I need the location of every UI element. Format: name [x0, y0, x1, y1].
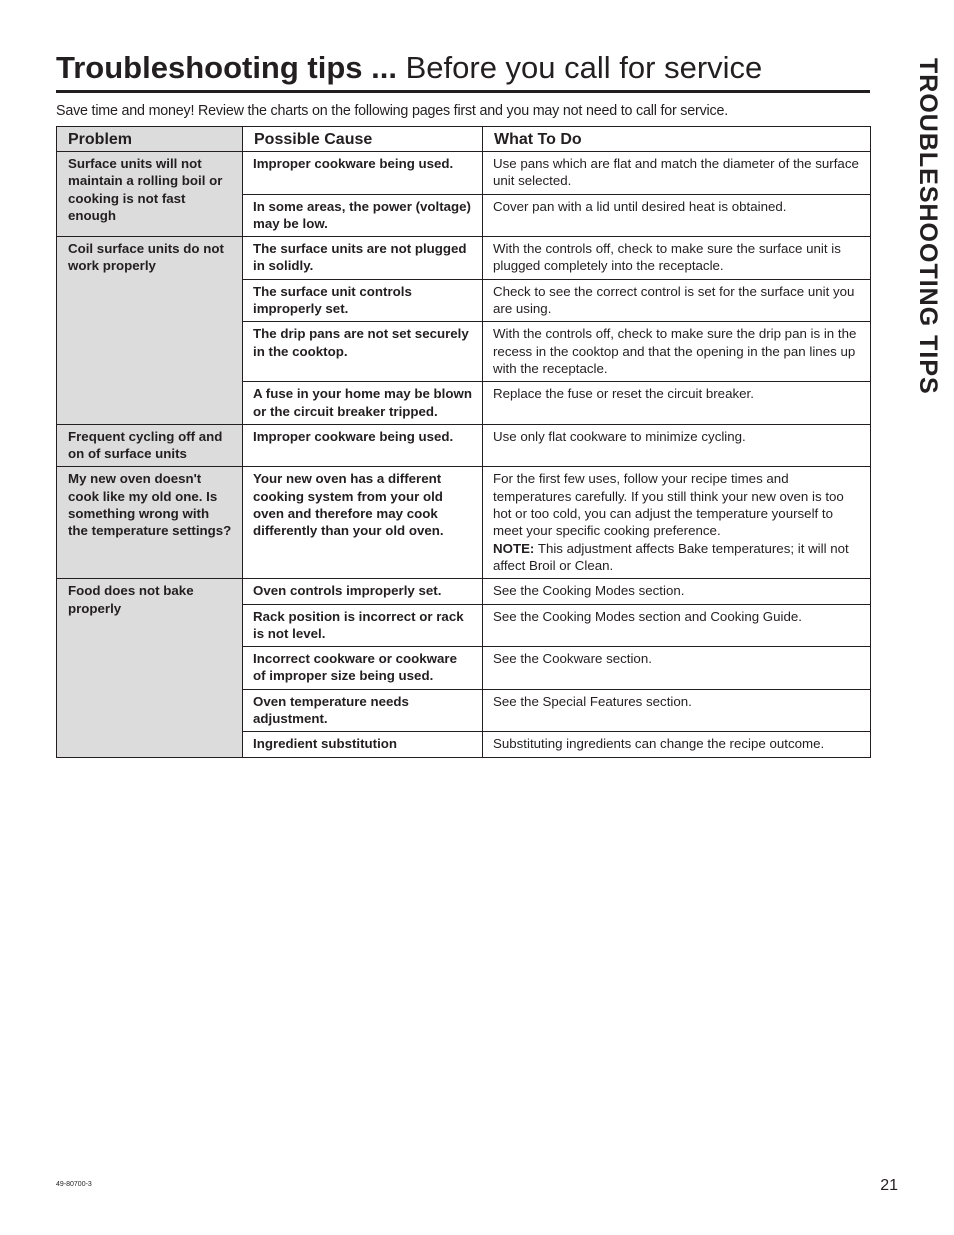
- fix-cell: See the Cooking Modes section.: [483, 579, 871, 604]
- fix-cell: With the controls off, check to make sure the surface unit is plugged completely into the receptacle.: [483, 237, 871, 280]
- fix-cell: [483, 467, 871, 579]
- cause-cell: Rack position is incorrect or rack is not level.: [243, 604, 483, 647]
- header-problem: Problem: [57, 127, 243, 152]
- cause-cell: Improper cookware being used.: [243, 424, 483, 467]
- cause-cell: Oven temperature needs adjustment.: [243, 689, 483, 732]
- fix-cell: Cover pan with a lid until desired heat is obtained.: [483, 194, 871, 237]
- fix-cell: With the controls off, check to make sure the drip pan is in the recess in the cooktop and that the opening in the pan lines up with the receptacle.: [483, 322, 871, 382]
- title-rule: [56, 90, 870, 93]
- section-sidebar-label: TROUBLESHOOTING TIPS: [914, 58, 942, 395]
- problem-cell: Surface units will not maintain a rolling boil or cooking is not fast enough: [57, 152, 243, 237]
- table-row: [57, 579, 871, 604]
- note-text: This adjustment affects Bake temperatures; it will not affect Broil or Clean.: [493, 540, 849, 573]
- cause-cell: Improper cookware being used.: [243, 152, 483, 195]
- fix-cell: Substituting ingredients can change the recipe outcome.: [483, 732, 871, 757]
- fix-cell: Use only flat cookware to minimize cycling.: [483, 424, 871, 467]
- fix-cell: Use pans which are flat and match the diameter of the surface unit selected.: [483, 152, 871, 195]
- page-number: 21: [880, 1177, 898, 1194]
- problem-cell: My new oven doesn't cook like my old one. Is something wrong with the temperature settings?: [57, 467, 243, 579]
- page-title-rest: Before you call for service: [397, 50, 763, 85]
- header-possible-cause: Possible Cause: [243, 127, 483, 152]
- table-row: [57, 467, 871, 579]
- cause-cell: The surface units are not plugged in solidly.: [243, 237, 483, 280]
- fix-text: For the first few uses, follow your recipe times and temperatures carefully. If you still think your new oven is too hot or too cold, you can adjust the temperature yourself to meet your specific cooking preference.: [493, 471, 844, 539]
- problem-cell: Food does not bake properly: [57, 579, 243, 757]
- page-title: [56, 48, 870, 88]
- table-row: [57, 424, 871, 467]
- cause-cell: Ingredient substitution: [243, 732, 483, 757]
- document-code: 49-80700-3: [56, 1181, 92, 1188]
- header-what-to-do: What To Do: [483, 127, 871, 152]
- cause-cell: A fuse in your home may be blown or the circuit breaker tripped.: [243, 382, 483, 425]
- problem-cell: Frequent cycling off and on of surface units: [57, 424, 243, 467]
- cause-cell: Your new oven has a different cooking system from your old oven and therefore may cook differently than your old oven.: [243, 467, 483, 579]
- fix-cell: See the Cookware section.: [483, 647, 871, 690]
- cause-cell: In some areas, the power (voltage) may be low.: [243, 194, 483, 237]
- cause-cell: The drip pans are not set securely in the cooktop.: [243, 322, 483, 382]
- cause-cell: Incorrect cookware or cookware of improper size being used.: [243, 647, 483, 690]
- troubleshooting-table: [56, 126, 871, 758]
- cause-cell: The surface unit controls improperly set.: [243, 279, 483, 322]
- fix-cell: Check to see the correct control is set for the surface unit you are using.: [483, 279, 871, 322]
- fix-cell: See the Special Features section.: [483, 689, 871, 732]
- fix-cell: Replace the fuse or reset the circuit breaker.: [483, 382, 871, 425]
- fix-cell: See the Cooking Modes section and Cooking Guide.: [483, 604, 871, 647]
- table-header-row: [57, 127, 871, 152]
- cause-cell: Oven controls improperly set.: [243, 579, 483, 604]
- table-row: [57, 237, 871, 280]
- intro-text: Save time and money! Review the charts on the following pages first and you may not need to call for service.: [56, 103, 728, 119]
- table-row: [57, 152, 871, 195]
- problem-cell: Coil surface units do not work properly: [57, 237, 243, 425]
- note-label: NOTE:: [493, 540, 535, 556]
- page-title-bold: Troubleshooting tips ...: [56, 50, 397, 85]
